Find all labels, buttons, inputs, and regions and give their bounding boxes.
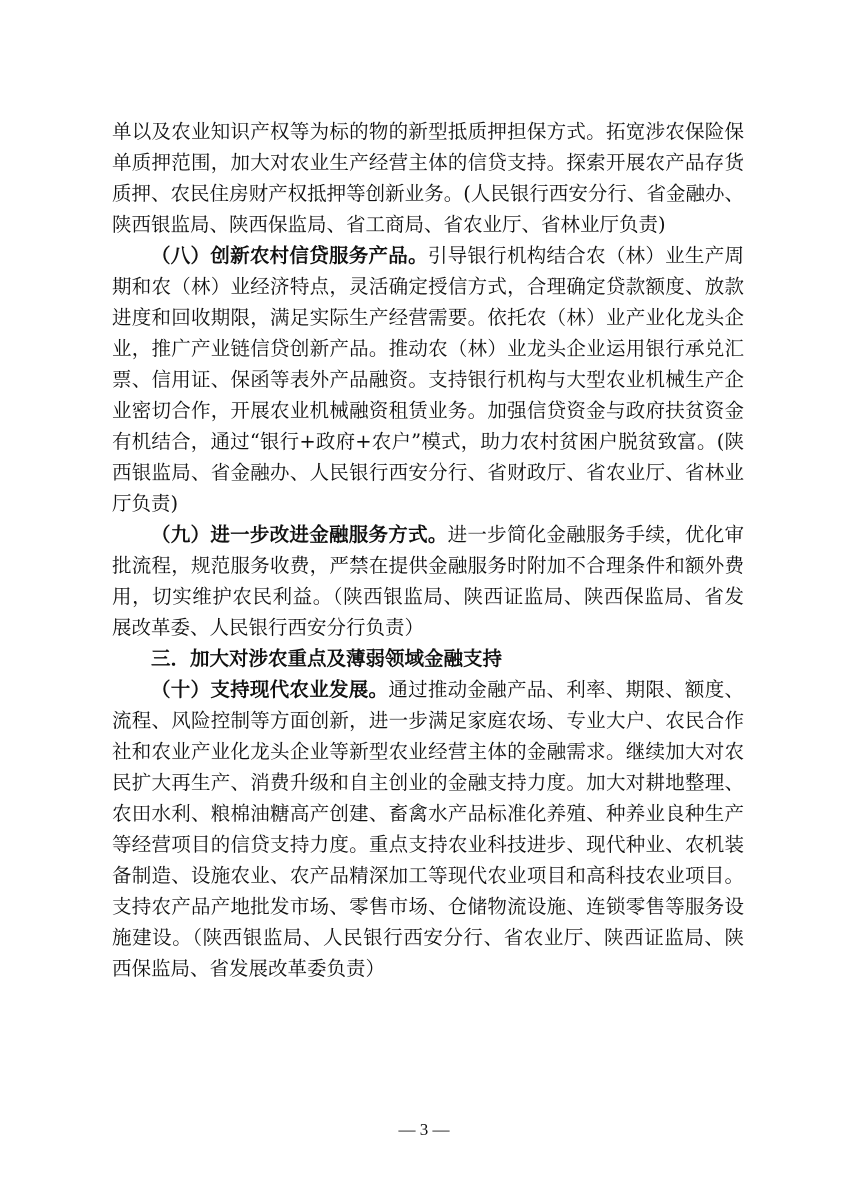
item-9-text: 进一步简化金融服务手续，优化审批流程，规范服务收费，严禁在提供金融服务时附加不合理条件和额外费用，切实维护农民利益。（陕西银监局、陕西证监局、陕西保监局、省发展改革委、人民银行西安分行负责） [112, 523, 744, 639]
item-8-paragraph [112, 240, 744, 519]
item-9-heading: （九）进一步改进金融服务方式。 [151, 523, 448, 546]
item-10-heading: （十）支持现代农业发展。 [151, 678, 389, 701]
page-number: — 3 — [398, 1120, 450, 1139]
continuation-paragraph [112, 116, 744, 240]
document-page [112, 116, 744, 984]
item-9-paragraph [112, 519, 744, 643]
item-10-text: 通过推动金融产品、利率、期限、额度、流程、风险控制等方面创新，进一步满足家庭农场、专业大户、农民合作社和农业产业化龙头企业等新型农业经营主体的金融需求。继续加大对农民扩大再生产、消费升级和自主创业的金融支持力度。加大对耕地整理、农田水利、粮棉油糖高产创建、畜禽水产品标准化养殖、种养业良种生产等经营项目的信贷支持力度。重点支持农业科技进步、现代种业、农机装备制造、设施农业、农产品精深加工等现代农业项目和高科技农业项目。支持农产品产地批发市场、零售市场、仓储物流设施、连锁零售等服务设施建设。（陕西银监局、人民银行西安分行、省农业厅、陕西证监局、陕西保监局、省发展改革委负责） [112, 678, 744, 980]
item-8-text: 引导银行机构结合农（林）业生产周期和农（林）业经济特点，灵活确定授信方式，合理确定贷款额度、放款进度和回收期限，满足实际生产经营需要。依托农（林）业产业化龙头企业，推广产业链信贷创新产品。推动农（林）业龙头企业运用银行承兑汇票、信用证、保函等表外产品融资。支持银行机构与大型农业机械生产企业密切合作，开展农业机械融资租赁业务。加强信贷资金与政府扶贫资金有机结合，通过“银行+政府+农户”模式，助力农村贫困户脱贫致富。(陕西银监局、省金融办、人民银行西安分行、省财政厅、省农业厅、省林业厅负责) [112, 244, 744, 515]
section-heading: 三．加大对涉农重点及薄弱领域金融支持 [151, 647, 503, 670]
item-8-heading: （八）创新农村信贷服务产品。 [151, 244, 428, 267]
item-10-paragraph [112, 674, 744, 984]
paragraph-text: 单以及农业知识产权等为标的物的新型抵质押担保方式。拓宽涉农保险保单质押范围，加大对农业生产经营主体的信贷支持。探索开展农产品存货质押、农民住房财产权抵押等创新业务。(人民银行西安分行、省金融办、陕西银监局、陕西保监局、省工商局、省农业厅、省林业厅负责) [112, 120, 744, 236]
